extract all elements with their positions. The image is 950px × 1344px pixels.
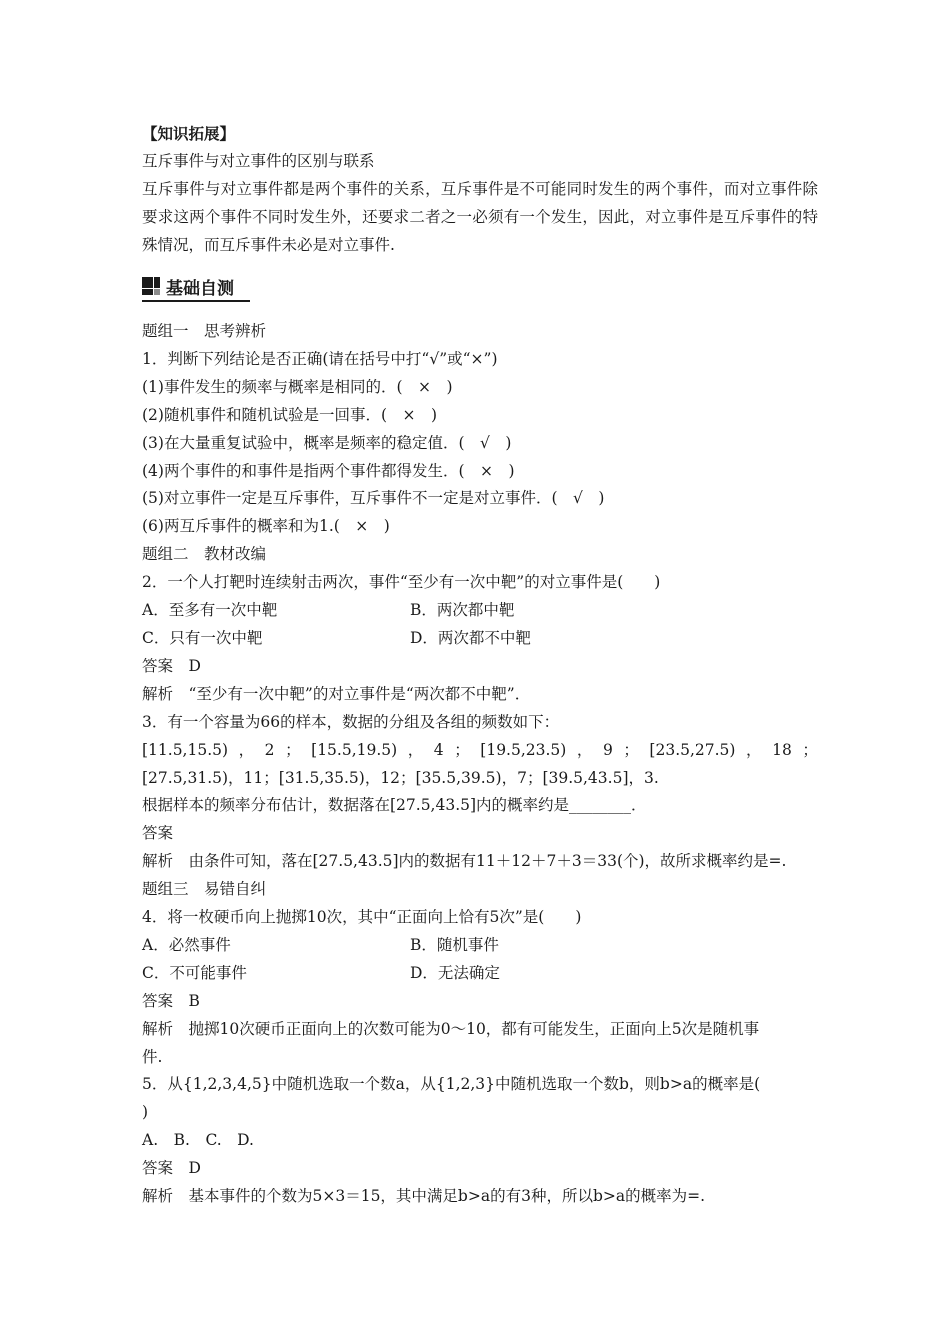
- section-title: 基础自测: [166, 278, 234, 299]
- data-cell: ，: [746, 740, 762, 759]
- group3-title: 题组三 易错自纠: [142, 880, 267, 899]
- question-2-options-row: [142, 597, 818, 625]
- question-4-answer: 答案 B: [142, 991, 200, 1010]
- question-4-options-row: [142, 932, 818, 960]
- judgement-item: (4)两个事件的和事件是指两个事件都得发生．( × ): [142, 461, 515, 480]
- question-4-analysis-continued: 件.: [142, 1047, 163, 1066]
- option-b: B．两次都中靶: [410, 601, 515, 620]
- question-3-analysis: 解析 由条件可知，落在[27.5,43.5]内的数据有11＋12＋7＋3＝33(个)，故所求概率约是=.: [142, 852, 787, 871]
- question-4-analysis: 解析 抛掷10次硬币正面向上的次数可能为0～10，都有可能发生，正面向上5次是随机事: [142, 1019, 760, 1038]
- knowledge-heading: 【知识拓展】: [142, 124, 236, 143]
- judgement-item: (1)事件发生的频率与概率是相同的．( × ): [142, 377, 453, 396]
- section-heading: [142, 272, 234, 300]
- group1-title: 题组一 思考辨析: [142, 322, 267, 340]
- data-cell: [19.5,23.5): [480, 740, 567, 759]
- question-4-stem: 4．将一枚硬币向上抛掷10次，其中“正面向上恰有5次”是( ): [142, 908, 582, 927]
- option-b: B．随机事件: [410, 935, 499, 954]
- section-divider: [142, 300, 250, 302]
- question-3-data-row-1: [142, 737, 818, 765]
- data-cell: ；: [802, 740, 818, 759]
- data-cell: 9: [602, 740, 613, 759]
- judgement-item: (2)随机事件和随机试验是一回事．( × ): [142, 405, 438, 424]
- question-2-analysis: 解析 “至少有一次中靶”的对立事件是“两次都不中靶”．: [142, 684, 531, 703]
- knowledge-extension: [142, 120, 818, 260]
- question-5-analysis: 解析 基本事件的个数为5×3＝15，其中满足b>a的有3种，所以b>a的概率为=.: [142, 1187, 706, 1206]
- option-a: A．必然事件: [142, 935, 231, 954]
- option-c: C．只有一次中靶: [142, 628, 263, 647]
- data-cell: ；: [454, 740, 470, 759]
- data-cell: ；: [623, 740, 639, 759]
- question-2-answer: 答案 D: [142, 656, 201, 675]
- question-3-question: 根据样本的频率分布估计，数据落在[27.5,43.5]内的概率约是________．: [142, 796, 647, 815]
- question-5-stem: 5．从{1,2,3,4,5}中随机选取一个数a，从{1,2,3}中随机选取一个数b，则b>a的概率是(: [142, 1075, 761, 1094]
- knowledge-body: 互斥事件与对立事件都是两个事件的关系，互斥事件是不可能同时发生的两个事件，而对立事件除要求这两个事件不同时发生外，还要求二者之一必须有一个发生，因此，对立事件是互斥事件的特殊情况，而互斥事件未必是对立事件.: [142, 179, 818, 254]
- question-4-options-row: [142, 960, 818, 988]
- option-d: D．两次都不中靶: [410, 628, 531, 647]
- exercise-content: [142, 318, 818, 1211]
- question-2-options-row: [142, 625, 818, 653]
- judgement-item: (5)对立事件一定是互斥事件，互斥事件不一定是对立事件．( √ ): [142, 489, 605, 508]
- question-5-stem-continued: ): [142, 1103, 149, 1122]
- section-marker-icon: [142, 277, 160, 295]
- data-cell: [15.5,19.5): [311, 740, 398, 759]
- data-cell: ，: [576, 740, 593, 759]
- option-c: C．不可能事件: [142, 963, 247, 982]
- data-cell: 2: [264, 740, 275, 759]
- data-cell: 18: [772, 740, 792, 759]
- option-a: A．至多有一次中靶: [142, 601, 278, 620]
- judgement-item: (6)两互斥事件的概率和为1.( × ): [142, 517, 390, 536]
- data-cell: [11.5,15.5): [142, 740, 229, 759]
- question-5-options: A. B. C. D.: [142, 1131, 254, 1150]
- knowledge-subtitle: 互斥事件与对立事件的区别与联系: [142, 151, 375, 170]
- group2-title: 题组二 教材改编: [142, 545, 267, 564]
- question-1-stem: 1．判断下列结论是否正确(请在括号中打“√”或“×”): [142, 349, 498, 368]
- judgement-item: (3)在大量重复试验中，概率是频率的稳定值．( √ ): [142, 433, 512, 452]
- data-cell: ；: [285, 740, 301, 759]
- data-cell: ，: [238, 740, 255, 759]
- option-d: D．无法确定: [410, 963, 500, 982]
- question-3-stem: 3．有一个容量为66的样本，数据的分组及各组的频数如下：: [142, 712, 560, 731]
- data-cell: 4: [433, 740, 444, 759]
- question-3-data-row-2: [27.5,31.5)，11；[31.5,35.5)，12；[35.5,39.5)，7；[39.5,43.5]，3.: [142, 768, 659, 787]
- question-5-answer: 答案 D: [142, 1159, 201, 1178]
- question-3-answer: 答案: [142, 824, 174, 843]
- data-cell: ，: [407, 740, 424, 759]
- question-2-stem: 2．一个人打靶时连续射击两次，事件“至少有一次中靶”的对立事件是( ): [142, 573, 661, 592]
- data-cell: [23.5,27.5): [649, 740, 736, 759]
